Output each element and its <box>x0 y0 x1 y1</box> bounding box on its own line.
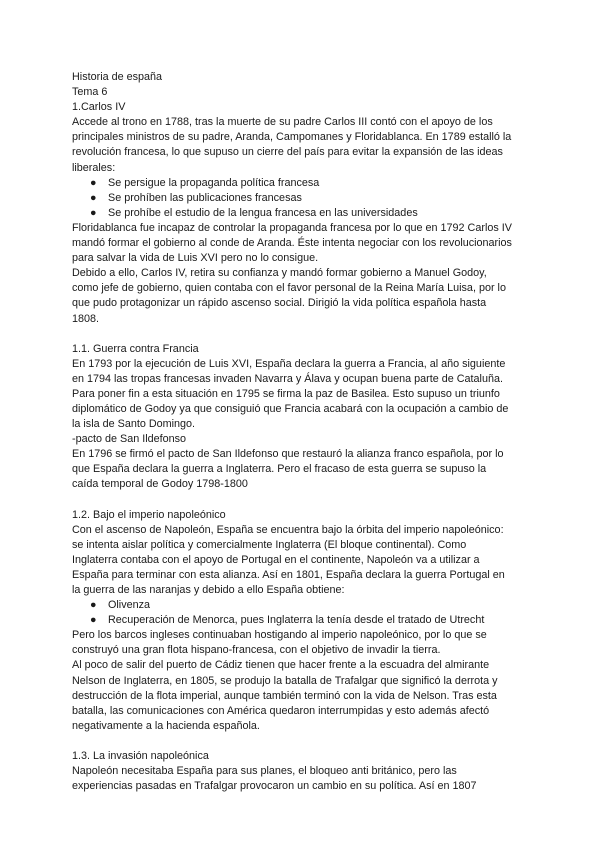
text-line: Con el ascenso de Napoleón, España se encuentra bajo la órbita del imperio napoleónico: <box>72 523 504 536</box>
text-line: diplomático de Godoy ya que consiguió que Francia acabará con la ocupación a cambio de <box>72 402 509 415</box>
text-line: Accede al trono en 1788, tras la muerte de su padre Carlos III contó con el apoyo de los <box>72 116 493 129</box>
intro-after-paragraph <box>72 221 534 327</box>
text-line: principales ministros de su padre, Aranda, Campomanes y Floridablanca. En 1789 estalló la <box>72 131 512 144</box>
section-1-2-body <box>72 523 534 598</box>
document-title: Historia de españa <box>72 71 163 83</box>
text-line: Para poner fin a esta situación en 1795 se firma la paz de Basilea. Esto supuso un triunfo <box>72 387 500 400</box>
text-line: se intenta aislar política y comercialmente Inglaterra (El bloque continental). Como <box>72 538 467 551</box>
text-line: batalla, las comunicaciones con América quedaron interrumpidas y esto además afectó <box>72 704 490 717</box>
text-line: experiencias pasadas en Trafalgar provocaron un cambio en su política. Así en 1807 <box>72 780 477 793</box>
text-line: la guerra de las naranjas y debido a ello España obtiene: <box>72 584 345 596</box>
section-1-3-body <box>72 764 534 794</box>
text-line: que pudo protagonizar un rápido ascenso social. Dirigió la vida política española hasta <box>72 297 487 310</box>
text-line: Al poco de salir del puerto de Cádiz tienen que hacer frente a la escuadra del almirante <box>72 659 490 672</box>
intro-paragraph <box>72 115 534 175</box>
text-line: Pero los barcos ingleses continuaban hostigando al imperio napoleónico, por lo que se <box>72 629 487 642</box>
list-item: ● Olivenza <box>72 598 534 613</box>
text-line: destrucción de la flota imperial, aunque también terminó con la vida de Nelson. Tras esta <box>72 689 497 702</box>
section-1-2-after <box>72 628 534 734</box>
text-line: 1808. <box>72 312 100 325</box>
text-line: Nelson de Inglaterra, en 1805, se produjo la batalla de Trafalgar que significó la derrota y <box>72 674 498 687</box>
text-line: España para terminar con esta alianza. Así en 1801, España declara la guerra Portugal en <box>72 568 505 581</box>
text-line: Inglaterra contaba con el apoyo de Portugal en el continente, Napoleón va a utilizar a <box>72 553 480 566</box>
unit-label: Tema 6 <box>72 86 108 99</box>
spacer <box>72 493 534 508</box>
text-line: que España declara la guerra a Inglaterra. Pero el fracaso de esta guerra se supuso la <box>72 463 487 476</box>
list-item: ● Se prohíben las publicaciones francesas <box>72 191 534 206</box>
text-line: En 1796 se firmó el pacto de San Ildefonso que restauró la alianza franco española, por lo <box>72 448 504 461</box>
text-line: Napoleón necesitaba España para sus planes, el bloqueo anti británico, pero las <box>72 765 457 778</box>
section-heading-1: 1.Carlos IV <box>72 101 126 114</box>
section-1-1-body <box>72 357 534 493</box>
text-line: liberales: <box>72 161 116 174</box>
section-heading-1-2: 1.2. Bajo el imperio napoleónico <box>72 508 226 521</box>
text-line: En 1793 por la ejecución de Luis XVI, España declara la guerra a Francia, al año siguiente <box>72 357 506 370</box>
text-line: revolución francesa, lo que supuso un cierre del país para evitar la expansión de las ideas <box>72 146 503 159</box>
text-line: como jefe de gobierno, quien contaba con el favor personal de la Reina María Luisa, por lo <box>72 282 506 295</box>
list-item: ● Recuperación de Menorca, pues Inglaterra la tenía desde el tratado de Utrecht <box>72 613 534 628</box>
bullet-icon: ● <box>90 614 97 627</box>
bullet-icon: ● <box>90 176 97 189</box>
bullet-icon: ● <box>90 206 97 219</box>
bullet-icon: ● <box>90 599 97 612</box>
bullet-list-measures <box>72 176 534 221</box>
spacer <box>72 327 534 342</box>
text-line: la isla de Santo Domingo. <box>72 418 196 431</box>
text-line: Debido a ello, Carlos IV, retira su confianza y mandó formar gobierno a Manuel Godoy, <box>72 267 487 280</box>
document-page <box>72 70 534 794</box>
text-line: Floridablanca fue incapaz de controlar la propaganda francesa por lo que en 1792 Carlos IV <box>72 221 512 234</box>
text-line: en 1794 las tropas francesas invaden Navarra y Álava y ocupan buena parte de Cataluña. <box>72 372 503 385</box>
text-line: caída temporal de Godoy 1798-1800 <box>72 478 248 491</box>
text-line: para salvar la vida de Luis XVI pero no lo consigue. <box>72 252 319 265</box>
list-item: ● Se persigue la propaganda política francesa <box>72 176 534 191</box>
text-line: mandó formar el gobierno al conde de Aranda. Éste intenta negociar con los revolucionarios <box>72 237 512 250</box>
bullet-icon: ● <box>90 191 97 204</box>
text-line: -pacto de San Ildefonso <box>72 433 187 446</box>
text-line: negativamente a la hacienda española. <box>72 719 260 732</box>
spacer <box>72 734 534 749</box>
section-heading-1-3: 1.3. La invasión napoleónica <box>72 749 209 762</box>
section-heading-1-1: 1.1. Guerra contra Francia <box>72 342 199 355</box>
text-line: construyó una gran flota hispano-francesa, con el objetivo de invadir la tierra. <box>72 644 441 657</box>
bullet-list-gains <box>72 598 534 628</box>
list-item: ● Se prohíbe el estudio de la lengua francesa en las universidades <box>72 206 534 221</box>
